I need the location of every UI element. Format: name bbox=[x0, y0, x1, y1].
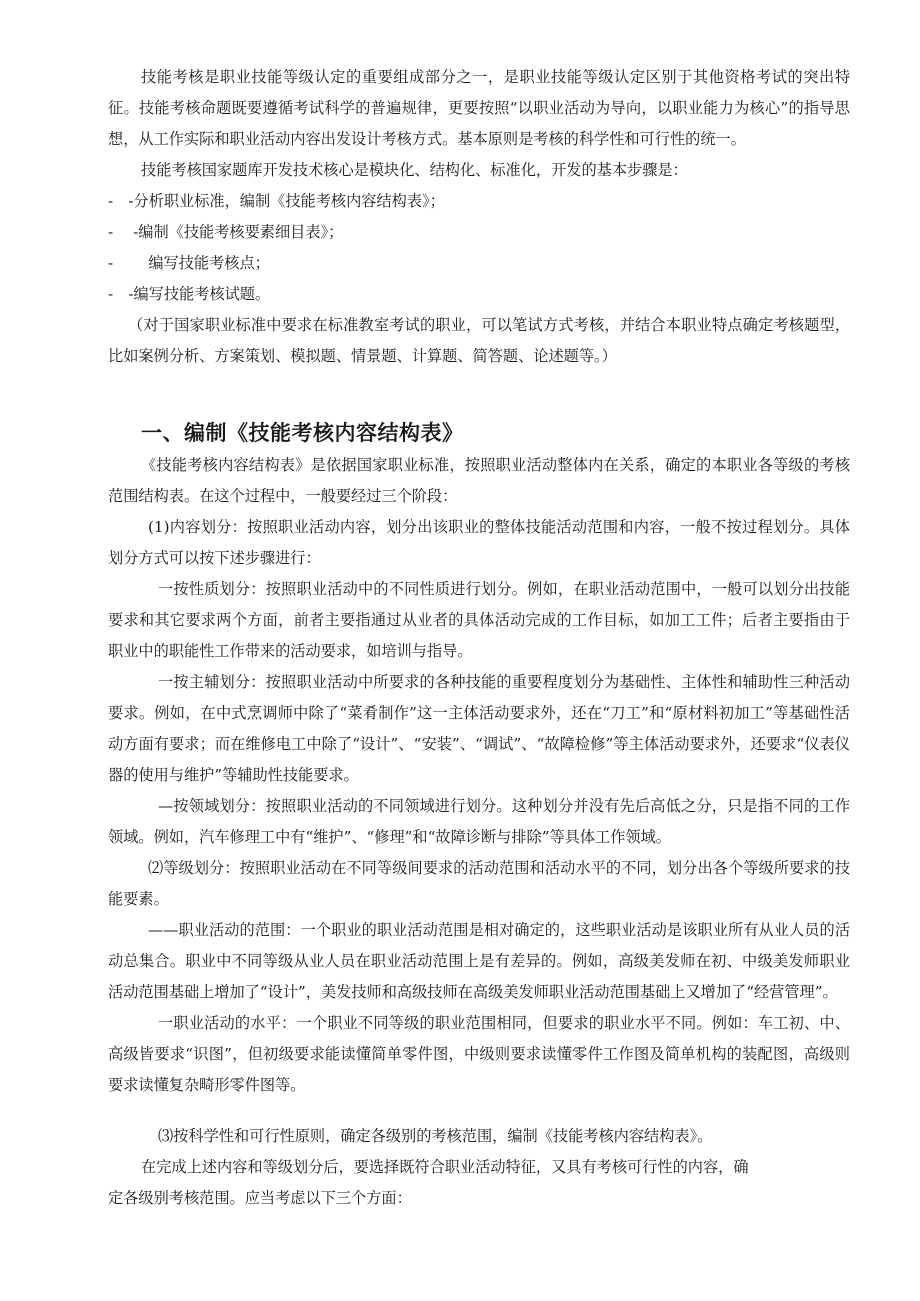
content-division-item: (1)内容划分：按照职业活动内容，划分出该职业的整体技能活动范围和内容，一般不按过程划分。具体划分方式可以按下述步骤进行： bbox=[108, 518, 850, 567]
level-division-item: ⑵等级划分：按照职业活动在不同等级间要求的活动范围和活动水平的不同，划分出各个等级所要求的技能要素。 bbox=[108, 859, 850, 908]
step-item: - -编制《技能考核要素细目表》； bbox=[108, 223, 344, 241]
document-page bbox=[108, 62, 850, 1214]
spacer bbox=[108, 372, 850, 416]
primary-secondary-division-paragraph: 一按主辅划分：按照职业活动中所要求的各种技能的重要程度划分为基础性、主体性和辅助性三种活动要求。例如，在中式烹调师中除了“菜肴制作”这一主体活动要求外，还在“刀工”和“原材料初加工”等基础性活动方面有要求；而在维修电工中除了“设计”、“安装”、“调试”、“故障检修”等主体活动要求外，还要求“仪表仪器的使用与维护”等辅助性技能要求。 bbox=[108, 673, 850, 784]
step-item: - -分析职业标准，编制《技能考核内容结构表》； bbox=[108, 192, 445, 210]
activity-level-paragraph: 一职业活动的水平：一个职业不同等级的职业范围相同，但要求的职业水平不同。例如：车工初、中、高级皆要求“识图”，但初级要求能读懂简单零件图，中级则要求读懂零件工作图及简单机构的装配图，高级则要求读懂复杂畸形零件图等。 bbox=[108, 1014, 850, 1094]
section-heading: 一、编制《技能考核内容结构表》 bbox=[141, 420, 464, 445]
intro-paragraph: 技能考核是职业技能等级认定的重要组成部分之一，是职业技能等级认定区别于其他资格考试的突出特征。技能考核命题既要遵循考试科学的普遍规律，更要按照“以职业活动为导向，以职业能力为核心”的指导思想，从工作实际和职业活动内容出发设计考核方式。基本原则是考核的科学性和可行性的统一。 bbox=[108, 68, 850, 148]
closing-line: 定各级别考核范围。应当考虑以下三个方面： bbox=[108, 1189, 412, 1207]
spacer bbox=[108, 1101, 850, 1121]
activity-scope-paragraph: ——职业活动的范围：一个职业的职业活动范围是相对确定的，这些职业活动是该职业所有从业人员的活动总集合。职业中不同等级从业人员在职业活动范围上是有差异的。例如，高级美发师在初、中级美发师职业活动范围基础上增加了“设计”，美发技师和高级技师在高级美发师职业活动范围基础上又增加了“经营管理”。 bbox=[108, 921, 850, 1001]
intro-steps-lead: 技能考核国家题库开发技术核心是模块化、结构化、标准化，开发的基本步骤是： bbox=[141, 161, 688, 179]
step-item: - -编写技能考核试题。 bbox=[108, 285, 271, 303]
note-paragraph: （对于国家职业标准中要求在标准教室考试的职业，可以笔试方式考核，并结合本职业特点确定考核题型，比如案例分析、方案策划、模拟题、情景题、计算题、简答题、论述题等。） bbox=[108, 316, 850, 365]
step-item: - 编写技能考核点； bbox=[108, 254, 270, 272]
domain-division-paragraph: —按领域划分：按照职业活动的不同领域进行划分。这种划分并没有先后高低之分，只是指不同的工作领域。例如，汽车修理工中有“维护”、“修理”和“故障诊断与排除”等具体工作领域。 bbox=[108, 797, 850, 846]
closing-line: 在完成上述内容和等级划分后，要选择既符合职业活动特征，又具有考核可行性的内容，确 bbox=[141, 1158, 749, 1176]
scope-determination-item: ⑶按科学性和可行性原则，确定各级别的考核范围，编制《技能考核内容结构表》。 bbox=[158, 1127, 713, 1145]
section-intro: 《技能考核内容结构表》是依据国家职业标准，按照职业活动整体内在关系，确定的本职业各等级的考核范围结构表。在这个过程中，一般要经过三个阶段： bbox=[108, 456, 850, 505]
nature-division-paragraph: 一按性质划分：按照职业活动中的不同性质进行划分。例如，在职业活动范围中，一般可以划分出技能要求和其它要求两个方面，前者主要指通过从业者的具体活动完成的工作目标，如加工工件；后者主要指由于职业中的职能性工作带来的活动要求，如培训与指导。 bbox=[108, 580, 850, 660]
